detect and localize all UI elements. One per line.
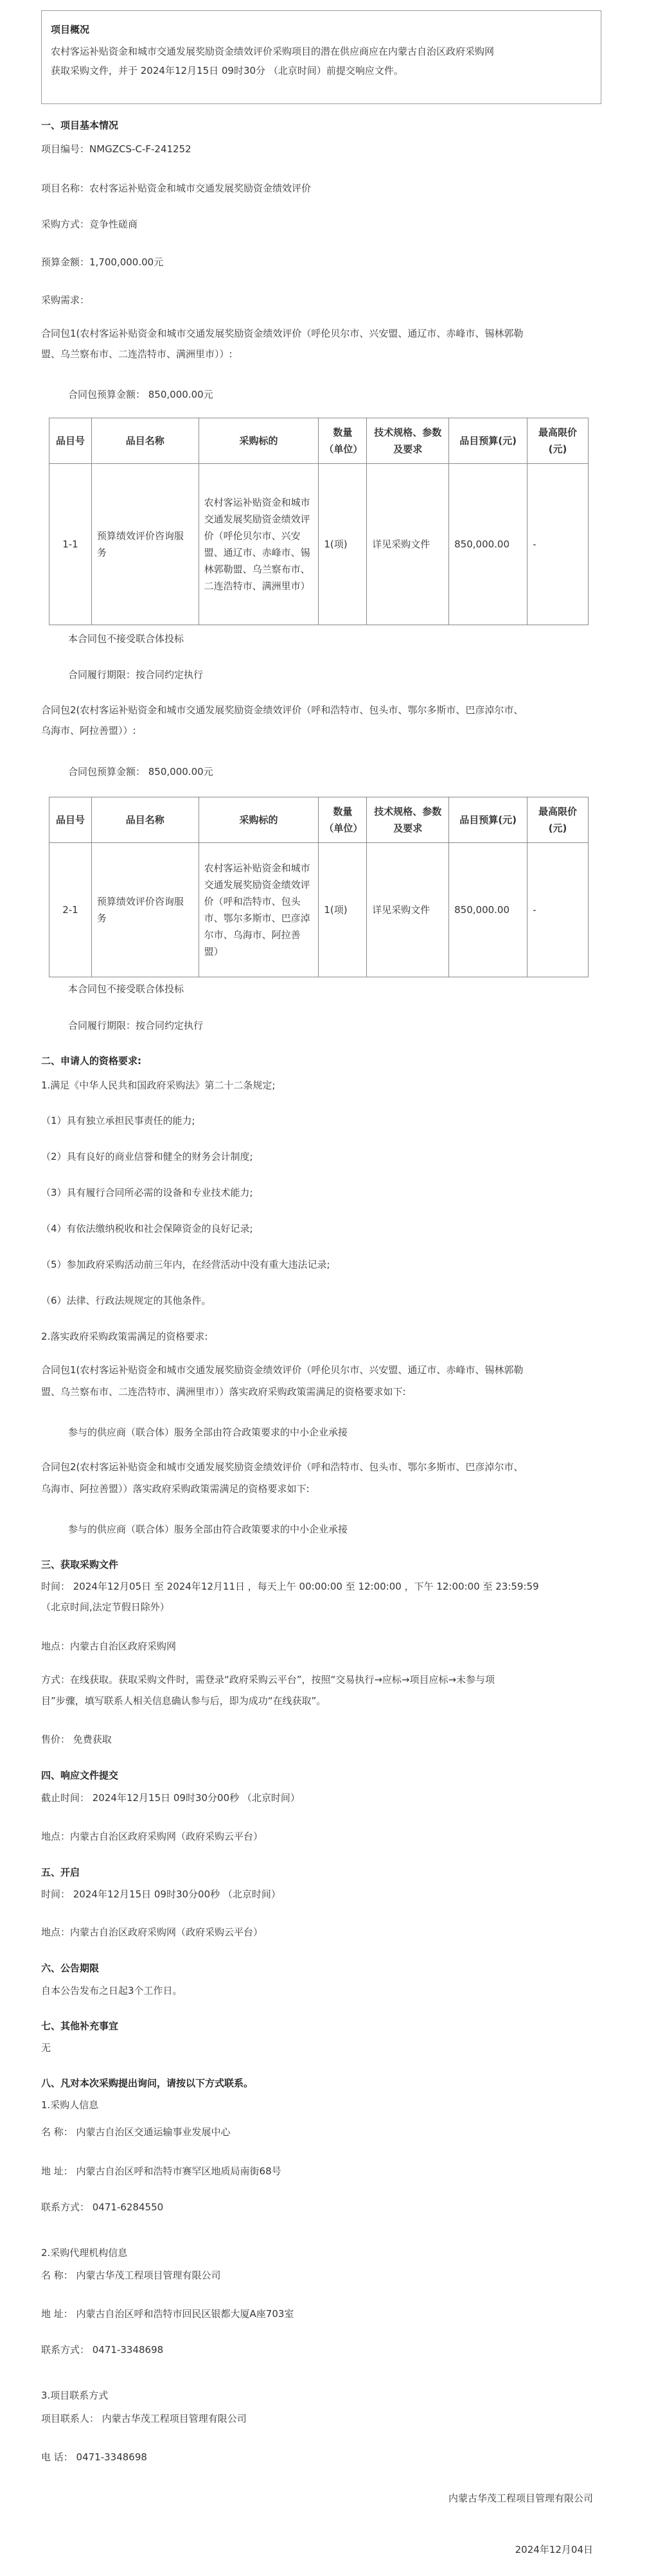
section-5-heading: 五、开启 — [41, 1867, 80, 1878]
agency-phone: 联系方式： 0471-3348698 — [41, 2344, 164, 2356]
col-header-quantity: 数量（单位） — [319, 418, 367, 464]
section-8-heading: 八、凡对本次采购提出询问，请按以下方式联系。 — [41, 2077, 254, 2089]
package-2-budget: 合同包预算金额： 850,000.00元 — [68, 766, 213, 777]
cell-limit: - — [527, 464, 589, 625]
package-2-no-consortium: 本合同包不接受联合体投标 — [68, 983, 184, 995]
obtain-price: 售价： 免费获取 — [41, 1734, 112, 1745]
col-header-target: 采购标的 — [199, 797, 319, 843]
col-header-spec: 技术规格、参数及要求 — [367, 418, 449, 464]
budget-amount: 预算金额：1,700,000.00元 — [41, 256, 164, 268]
procurement-demand-label: 采购需求： — [41, 294, 90, 306]
footer-date: 2024年12月04日 — [515, 2544, 593, 2555]
package-2-period: 合同履行期限：按合同约定执行 — [68, 1020, 204, 1031]
requirement-item-2: （2）具有良好的商业信誉和健全的财务会计制度; — [41, 1151, 253, 1162]
project-contact-phone: 电 话： 0471-3348698 — [41, 2451, 147, 2463]
other-matters: 无 — [41, 2042, 51, 2054]
table-header-row — [49, 418, 589, 464]
requirement-2: 2.落实政府采购政策需满足的资格要求: — [41, 1331, 208, 1342]
section-2-heading: 二、申请人的资格要求: — [41, 1055, 141, 1067]
policy-package-1-line-2: 盟、乌兰察布市、二连浩特市、满洲里市））落实政府采购政策需满足的资格要求如下: — [41, 1386, 406, 1398]
package-1-no-consortium: 本合同包不接受联合体投标 — [68, 633, 184, 644]
cell-budget: 850,000.00 — [449, 843, 527, 977]
cell-spec: 详见采购文件 — [367, 464, 449, 625]
cell-item-name: 预算绩效评价咨询服务 — [91, 464, 199, 625]
project-number: 项目编号：NMGZCS-C-F-241252 — [41, 143, 191, 155]
col-header-item-no: 品目号 — [49, 418, 92, 464]
cell-limit: - — [527, 843, 589, 977]
package-2-table — [49, 797, 589, 977]
policy-package-1-text: 参与的供应商（联合体）服务全部由符合政策要求的中小企业承接 — [68, 1426, 348, 1438]
cell-quantity: 1(项) — [319, 464, 367, 625]
cell-budget: 850,000.00 — [449, 464, 527, 625]
submission-place: 地点：内蒙古自治区政府采购网（政府采购云平台） — [41, 1831, 263, 1842]
policy-package-2-line-1: 合同包2(农村客运补贴资金和城市交通发展奖励资金绩效评价（呼和浩特市、包头市、鄂尔多斯市、巴彦淖尔市、 — [41, 1461, 524, 1473]
agency-address: 地 址： 内蒙古自治区呼和浩特市回民区银都大厦A座703室 — [41, 2308, 294, 2320]
package-1-title-line-2: 盟、乌兰察布市、二连浩特市、满洲里市））: — [41, 348, 233, 360]
obtain-time-line-2: （北京时间,法定节假日除外） — [41, 1601, 170, 1613]
purchaser-address: 地 址： 内蒙古自治区呼和浩特市赛罕区地质局南街68号 — [41, 2165, 281, 2177]
cell-target: 农村客运补贴资金和城市交通发展奖励资金绩效评价（呼和浩特市、包头市、鄂尔多斯市、巴彦淖尔市、乌海市、阿拉善盟） — [199, 843, 319, 977]
requirement-item-6: （6）法律、行政法规规定的其他条件。 — [41, 1295, 211, 1306]
obtain-place: 地点：内蒙古自治区政府采购网 — [41, 1640, 177, 1652]
policy-package-2-line-2: 乌海市、阿拉善盟））落实政府采购政策需满足的资格要求如下: — [41, 1483, 310, 1495]
package-1-budget: 合同包预算金额： 850,000.00元 — [68, 389, 213, 400]
project-name: 项目名称：农村客运补贴资金和城市交通发展奖励资金绩效评价 — [41, 182, 312, 194]
section-3-heading: 三、获取采购文件 — [41, 1559, 119, 1570]
project-contact-title: 3.项目联系方式 — [41, 2390, 109, 2401]
cell-item-name: 预算绩效评价咨询服务 — [91, 843, 199, 977]
procurement-method: 采购方式：竞争性磋商 — [41, 218, 138, 230]
section-7-heading: 七、其他补充事宜 — [41, 2020, 119, 2032]
col-header-quantity: 数量（单位） — [319, 797, 367, 843]
opening-time: 时间： 2024年12月15日 09时30分00秒 （北京时间） — [41, 1888, 281, 1900]
cell-item-no: 2-1 — [49, 843, 92, 977]
obtain-way-line-2: 目”步骤，填写联系人相关信息确认参与后，即为成功“在线获取”。 — [41, 1695, 326, 1707]
obtain-time-line-1: 时间： 2024年12月05日 至 2024年12月11日 ，每天上午 00:00:00 至 12:00:00 ，下午 12:00:00 至 23:59:59 — [41, 1581, 539, 1592]
package-1-period: 合同履行期限：按合同约定执行 — [68, 669, 204, 680]
section-1-heading: 一、项目基本情况 — [41, 120, 119, 131]
project-overview-box — [41, 10, 601, 104]
cell-spec: 详见采购文件 — [367, 843, 449, 977]
requirement-1: 1.满足《中华人民共和国政府采购法》第二十二条规定; — [41, 1079, 276, 1091]
section-4-heading: 四、响应文件提交 — [41, 1770, 119, 1781]
section-6-heading: 六、公告期限 — [41, 1962, 100, 1974]
col-header-budget: 品目预算(元) — [449, 418, 527, 464]
cell-item-no: 1-1 — [49, 464, 92, 625]
notice-period: 自本公告发布之日起3个工作日。 — [41, 1985, 182, 1996]
requirement-item-1: （1）具有独立承担民事责任的能力; — [41, 1115, 195, 1126]
col-header-item-name: 品目名称 — [91, 797, 199, 843]
opening-place: 地点：内蒙古自治区政府采购网（政府采购云平台） — [41, 1926, 263, 1938]
col-header-item-no: 品目号 — [49, 797, 92, 843]
table-row — [49, 843, 589, 977]
overview-line-1: 农村客运补贴资金和城市交通发展奖励资金绩效评价采购项目的潜在供应商应在内蒙古自治区政府采购网 — [51, 46, 495, 57]
cell-target: 农村客运补贴资金和城市交通发展奖励资金绩效评价（呼伦贝尔市、兴安盟、通辽市、赤峰市、锡林郭勒盟、乌兰察布市、二连浩特市、满洲里市） — [199, 464, 319, 625]
col-header-spec: 技术规格、参数及要求 — [367, 797, 449, 843]
overview-title: 项目概况 — [51, 24, 90, 35]
package-1-table — [49, 418, 589, 625]
requirement-item-3: （3）具有履行合同所必需的设备和专业技术能力; — [41, 1187, 253, 1198]
overview-line-2: 获取采购文件，并于 2024年12月15日 09时30分 （北京时间）前提交响应文件。 — [51, 65, 403, 76]
agency-name: 名 称： 内蒙古华茂工程项目管理有限公司 — [41, 2270, 221, 2281]
submission-deadline: 截止时间： 2024年12月15日 09时30分00秒 （北京时间） — [41, 1792, 300, 1804]
cell-quantity: 1(项) — [319, 843, 367, 977]
policy-package-2-text: 参与的供应商（联合体）服务全部由符合政策要求的中小企业承接 — [68, 1523, 348, 1535]
requirement-item-4: （4）有依法缴纳税收和社会保障资金的良好记录; — [41, 1223, 253, 1234]
purchaser-name: 名 称： 内蒙古自治区交通运输事业发展中心 — [41, 2126, 231, 2138]
package-2-title-line-1: 合同包2(农村客运补贴资金和城市交通发展奖励资金绩效评价（呼和浩特市、包头市、鄂尔多斯市、巴彦淖尔市、 — [41, 704, 524, 716]
agency-info-title: 2.采购代理机构信息 — [41, 2247, 128, 2259]
col-header-budget: 品目预算(元) — [449, 797, 527, 843]
project-contact-person: 项目联系人： 内蒙古华茂工程项目管理有限公司 — [41, 2413, 247, 2424]
table-header-row — [49, 797, 589, 843]
purchaser-phone: 联系方式： 0471-6284550 — [41, 2201, 164, 2213]
purchaser-info-title: 1.采购人信息 — [41, 2099, 99, 2111]
footer-company: 内蒙古华茂工程项目管理有限公司 — [448, 2492, 593, 2504]
col-header-target: 采购标的 — [199, 418, 319, 464]
policy-package-1-line-1: 合同包1(农村客运补贴资金和城市交通发展奖励资金绩效评价（呼伦贝尔市、兴安盟、通辽市、赤峰市、锡林郭勒 — [41, 1364, 524, 1376]
package-2-title-line-2: 乌海市、阿拉善盟））: — [41, 725, 136, 736]
requirement-item-5: （5）参加政府采购活动前三年内，在经营活动中没有重大违法记录; — [41, 1259, 330, 1270]
col-header-limit: 最高限价(元) — [527, 418, 589, 464]
col-header-item-name: 品目名称 — [91, 418, 199, 464]
table-row — [49, 464, 589, 625]
col-header-limit: 最高限价(元) — [527, 797, 589, 843]
package-1-title-line-1: 合同包1(农村客运补贴资金和城市交通发展奖励资金绩效评价（呼伦贝尔市、兴安盟、通辽市、赤峰市、锡林郭勒 — [41, 328, 524, 339]
obtain-way-line-1: 方式：在线获取。获取采购文件时，需登录“政府采购云平台”，按照“交易执行→应标→项目应标→未参与项 — [41, 1674, 495, 1685]
